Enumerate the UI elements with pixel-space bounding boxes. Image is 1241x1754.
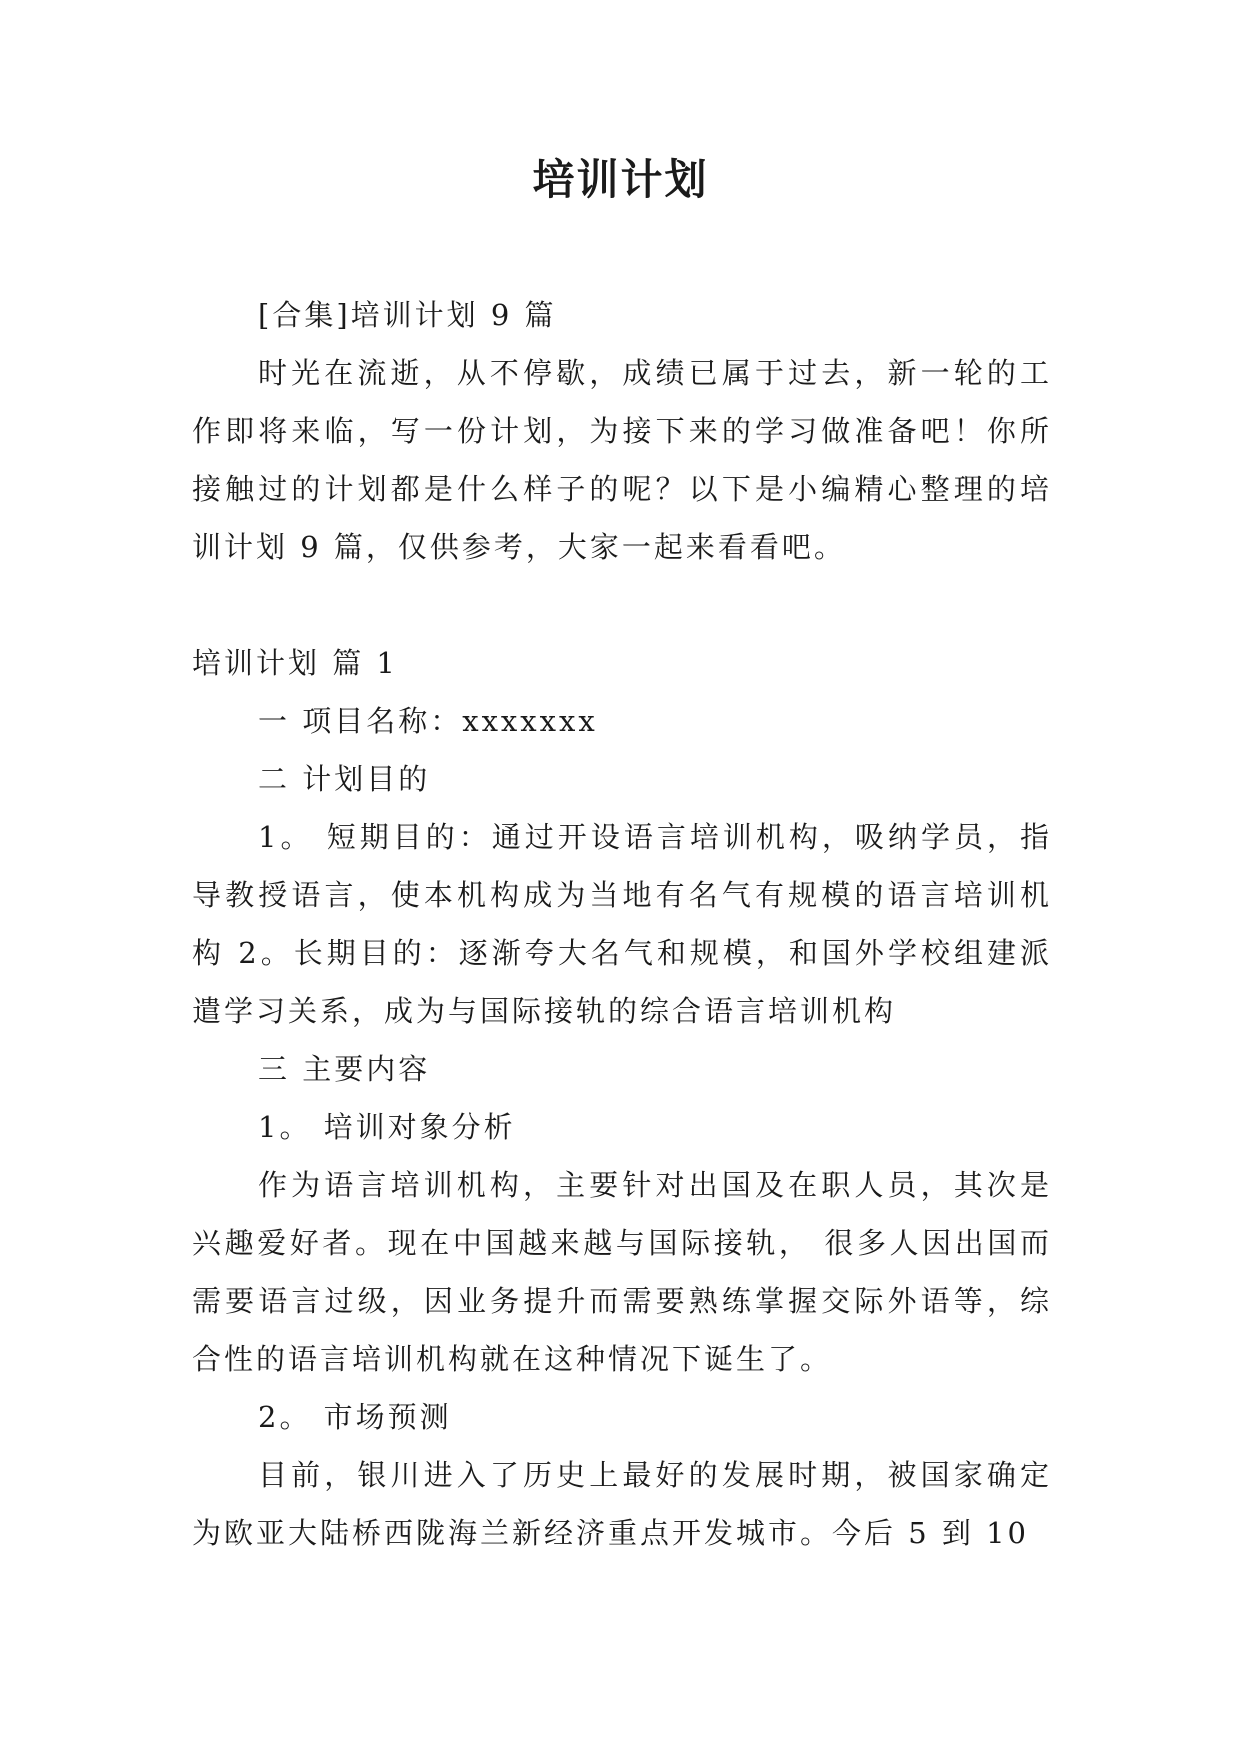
purpose-paragraph: 1。 短期目的：通过开设语言培训机构，吸纳学员，指导教授语言，使本机构成为当地有名气有规模的语言培训机构 2。长期目的：逐渐夸大名气和规模，和国外学校组建派遣学习关系，成为与国际接轨的综合语言培训机构 xyxy=(192,820,1052,1028)
project-name-line: 一 项目名称：xxxxxxx xyxy=(258,704,598,738)
section-heading: 培训计划 篇 1 xyxy=(192,646,398,680)
collection-heading: [合集]培训计划 9 篇 xyxy=(258,298,557,332)
market-forecast-paragraph: 目前，银川进入了历史上最好的发展时期，被国家确定为欧亚大陆桥西陇海兰新经济重点开发城市。今后 5 到 10 xyxy=(192,1458,1052,1550)
paragraph-spacer xyxy=(192,576,1052,634)
main-content-heading: 三 主要内容 xyxy=(258,1052,431,1086)
intro-paragraph: 时光在流逝，从不停歇，成绩已属于过去，新一轮的工作即将来临，写一份计划，为接下来的学习做准备吧！你所接触过的计划都是什么样子的呢？以下是小编精心整理的培训计划 9 篇，仅供参考，大家一起来看看吧。 xyxy=(192,356,1052,564)
document-body xyxy=(192,286,1052,1562)
document-title: 培训计划 xyxy=(532,155,709,204)
plan-purpose-heading: 二 计划目的 xyxy=(258,762,431,796)
target-analysis-heading: 1。 培训对象分析 xyxy=(258,1110,516,1144)
target-analysis-paragraph: 作为语言培训机构，主要针对出国及在职人员，其次是兴趣爱好者。现在中国越来越与国际接轨， 很多人因出国而需要语言过级，因业务提升而需要熟练掌握交际外语等，综合性的语言培训机构就在这种情况下诞生了。 xyxy=(192,1168,1052,1376)
market-forecast-heading: 2。 市场预测 xyxy=(258,1400,452,1434)
